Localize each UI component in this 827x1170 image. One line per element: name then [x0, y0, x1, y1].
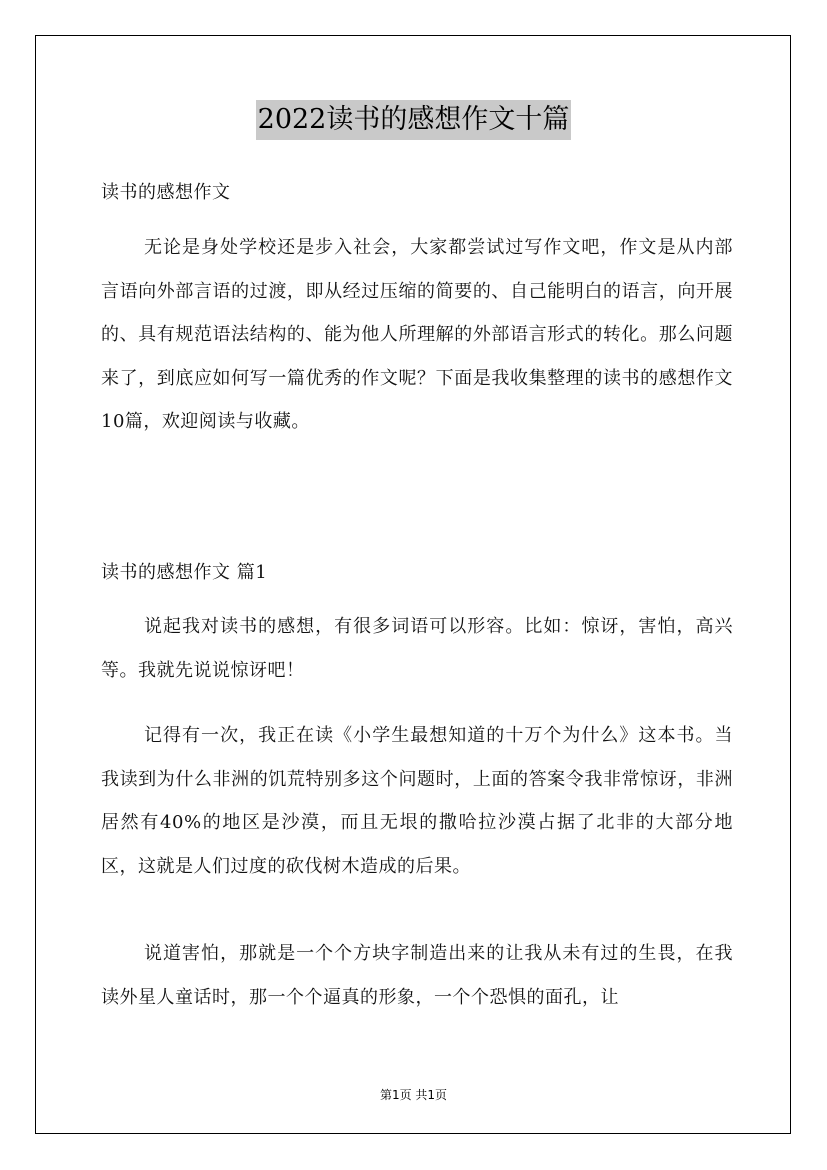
section-heading: 读书的感想作文 篇1	[101, 562, 268, 583]
body-paragraph: 记得有一次，我正在读《小学生最想知道的十万个为什么》这本书。当我读到为什么非洲的饥荒特别多这个问题时，上面的答案令我非常惊讶，非洲居然有40%的地区是沙漠，而且无垠的撒哈拉沙漠占据了北非的大部分地区，这就是人们过度的砍伐树木造成的后果。	[101, 725, 733, 877]
body-paragraph: 说起我对读书的感想，有很多词语可以形容。比如：惊讶，害怕，高兴等。我就先说说惊讶吧！	[101, 616, 733, 681]
title-container	[0, 100, 827, 140]
body-paragraph: 说道害怕，那就是一个个方块字制造出来的让我从未有过的生畏，在我读外星人童话时，那一个个逼真的形象，一个个恐惧的面孔，让	[101, 943, 733, 1008]
intro-paragraph: 无论是身处学校还是步入社会，大家都尝试过写作文吧，作文是从内部言语向外部言语的过渡，即从经过压缩的简要的、自己能明白的语言，向开展的、具有规范语法结构的、能为他人所理解的外部语言形式的转化。那么问题来了，到底应如何写一篇优秀的作文呢？下面是我收集整理的读书的感想作文10篇，欢迎阅读与收藏。	[101, 237, 733, 432]
section-heading: 读书的感想作文	[101, 182, 231, 203]
page-footer: 第1页 共1页	[379, 1088, 448, 1102]
document-title: 2022读书的感想作文十篇	[256, 100, 572, 140]
